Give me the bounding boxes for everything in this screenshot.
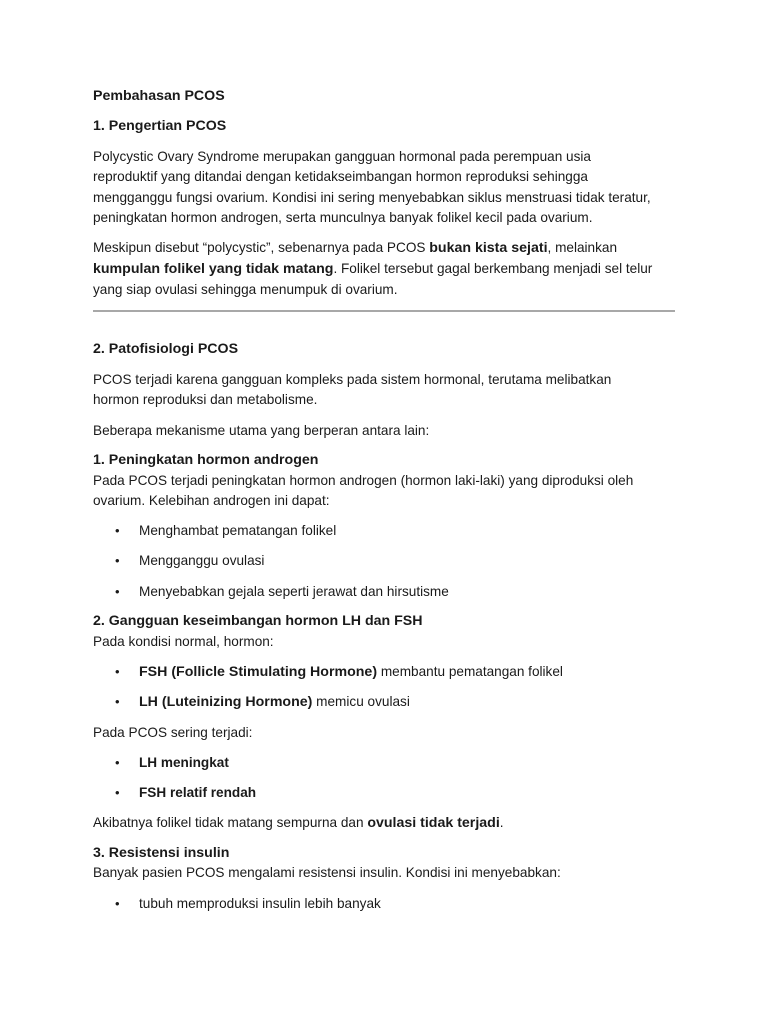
document-title: Pembahasan PCOS: [93, 88, 225, 104]
bold-text: FSH (Follicle Stimulating Hormone): [139, 664, 378, 680]
bold-text: LH (Luteinizing Hormone): [139, 694, 313, 710]
bullet-icon: •: [115, 694, 120, 709]
paragraph-line: Pada kondisi normal, hormon:: [93, 634, 274, 649]
paragraph-line: mengganggu fungsi ovarium. Kondisi ini sering menyebabkan siklus menstruasi tidak teratur,: [93, 190, 651, 205]
paragraph-line: [93, 238, 617, 258]
list-item: LH meningkat: [139, 755, 229, 770]
bullet-icon: •: [115, 755, 120, 770]
subsection-heading: 1. Peningkatan hormon androgen: [93, 452, 319, 468]
bullet-icon: •: [115, 785, 120, 800]
paragraph-line: reproduktif yang ditandai dengan ketidakseimbangan hormon reproduksi sehingga: [93, 169, 588, 184]
paragraph-line: Banyak pasien PCOS mengalami resistensi insulin. Kondisi ini menyebabkan:: [93, 865, 561, 880]
paragraph-line: Polycystic Ovary Syndrome merupakan gangguan hormonal pada perempuan usia: [93, 149, 591, 164]
list-item: Menyebabkan gejala seperti jerawat dan hirsutisme: [139, 584, 449, 599]
paragraph-line: Beberapa mekanisme utama yang berperan antara lain:: [93, 423, 430, 438]
bold-text: ovulasi tidak terjadi: [367, 815, 500, 831]
paragraph-line: ovarium. Kelebihan androgen ini dapat:: [93, 493, 330, 508]
bold-text: kumpulan folikel yang tidak matang: [93, 261, 334, 277]
bold-text: bukan kista sejati: [429, 240, 548, 256]
list-item: Mengganggu ovulasi: [139, 553, 265, 568]
list-item: FSH relatif rendah: [139, 785, 257, 800]
bullet-icon: •: [115, 584, 120, 599]
paragraph-line: PCOS terjadi karena gangguan kompleks pada sistem hormonal, terutama melibatkan: [93, 372, 612, 387]
paragraph-line: peningkatan hormon androgen, serta munculnya banyak folikel kecil pada ovarium.: [93, 210, 593, 225]
paragraph-line: yang siap ovulasi sehingga menumpuk di ovarium.: [93, 282, 398, 297]
paragraph-line: [93, 259, 652, 279]
list-item: tubuh memproduksi insulin lebih banyak: [139, 896, 381, 911]
list-item: [139, 692, 410, 712]
bullet-icon: •: [115, 523, 120, 538]
horizontal-divider: [93, 310, 675, 312]
list-item: Menghambat pematangan folikel: [139, 523, 337, 538]
subsection-heading: 2. Gangguan keseimbangan hormon LH dan FSH: [93, 613, 423, 629]
paragraph-line: [93, 813, 504, 833]
text-run: .: [499, 815, 504, 830]
text-run: Meskipun disebut “polycystic”, sebenarnya pada PCOS: [93, 240, 430, 255]
text-run: . Folikel tersebut gagal berkembang menjadi sel telur: [333, 261, 653, 276]
text-run: membantu pematangan folikel: [377, 664, 563, 679]
section-2-heading: 2. Patofisiologi PCOS: [93, 341, 239, 357]
bullet-icon: •: [115, 896, 120, 911]
paragraph-line: Pada PCOS sering terjadi:: [93, 725, 253, 740]
text-run: memicu ovulasi: [312, 694, 410, 709]
subsection-heading: 3. Resistensi insulin: [93, 845, 230, 861]
paragraph-line: hormon reproduksi dan metabolisme.: [93, 392, 318, 407]
bullet-icon: •: [115, 664, 120, 679]
paragraph-line: Pada PCOS terjadi peningkatan hormon androgen (hormon laki-laki) yang diproduksi oleh: [93, 473, 634, 488]
bullet-icon: •: [115, 553, 120, 568]
text-run: , melainkan: [547, 240, 618, 255]
list-item: [139, 662, 563, 682]
section-1-heading: 1. Pengertian PCOS: [93, 118, 227, 134]
text-run: Akibatnya folikel tidak matang sempurna dan: [93, 815, 368, 830]
